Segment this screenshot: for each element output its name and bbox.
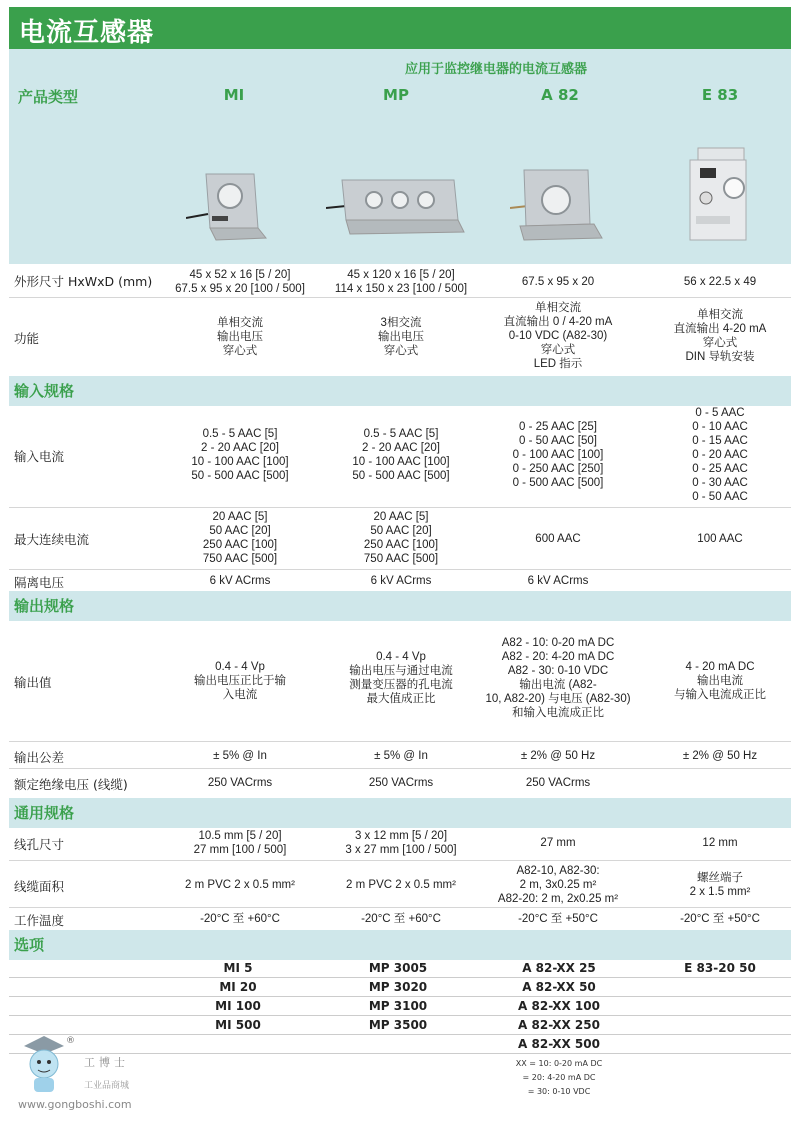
a82-product-image [510,168,606,246]
page-title: 电流互感器 [19,18,155,48]
watermark-url: www.gongboshi.com [18,1098,132,1111]
value-cable-e83: 螺丝端子 2 x 1.5 mm² [689,872,751,898]
mascot-icon [14,1032,74,1096]
value-dimensions-mi: 45 x 52 x 16 [5 / 20] 67.5 x 95 x 20 [100 / 500] [175,269,305,295]
divider [9,741,791,742]
value-input-current-e83: 0 - 5 AAC 0 - 10 AAC 0 - 15 AAC 0 - 20 AAC 0 - 25 AAC 0 - 30 AAC 0 - 50 AAC [692,407,748,503]
option-a82: A 82-XX 500 [518,1037,600,1051]
value-function-mp: 3相交流 输出电压 穿心式 [378,317,424,357]
value-isolation-a82: 6 kV ACrms [527,575,589,587]
product-name-mp: MP [383,86,409,104]
value-max-current-mi: 20 AAC [5] 50 AAC [20] 250 AAC [100] 750 AAC [500] [202,511,278,565]
value-hole-mp: 3 x 12 mm [5 / 20] 3 x 27 mm [100 / 500] [345,830,457,856]
product-name-mi: MI [223,86,245,104]
label-input-current: 输入电流 [14,449,65,464]
value-tolerance-a82: ± 2% @ 50 Hz [520,750,596,762]
value-dimensions-e83: 56 x 22.5 x 49 [683,276,757,288]
value-input-current-mi: 0.5 - 5 AAC [5] 2 - 20 AAC [20] 10 - 100 AAC [100] 50 - 500 AAC [500] [191,428,289,482]
value-insulation-mp: 250 VACrms [368,777,434,789]
label-isolation-voltage: 隔离电压 [14,575,65,590]
divider [9,297,791,298]
value-insulation-mi: 250 VACrms [207,777,273,789]
watermark-name: 工博士 [84,1056,129,1069]
value-cable-mi: 2 m PVC 2 x 0.5 mm² [185,879,295,891]
option-a82: A 82-XX 100 [518,999,600,1013]
value-input-current-a82: 0 - 25 AAC [25] 0 - 50 AAC [50] 0 - 100 AAC [100] 0 - 250 AAC [250] 0 - 500 AAC [500] [512,421,604,489]
value-hole-a82: 27 mm [540,837,576,849]
option-e83: E 83-20 50 [684,961,756,975]
option-a82: A 82-XX 50 [522,980,596,994]
value-input-current-mp: 0.5 - 5 AAC [5] 2 - 20 AAC [20] 10 - 100 AAC [100] 50 - 500 AAC [500] [352,428,450,482]
product-name-e83: E 83 [701,86,739,104]
value-max-current-a82: 600 AAC [535,533,581,545]
value-dimensions-mp: 45 x 120 x 16 [5 / 20] 114 x 150 x 23 [100 / 500] [334,269,468,295]
section-common-header [9,798,791,828]
value-temp-mp: -20°C 至 +60°C [361,913,441,925]
value-tolerance-mp: ± 5% @ In [374,750,428,762]
option-a82: A 82-XX 25 [522,961,596,975]
label-insulation-voltage: 额定绝缘电压 (线缆) [14,777,128,792]
value-hole-mi: 10.5 mm [5 / 20] 27 mm [100 / 500] [193,830,287,856]
watermark-tagline: 工业品商城 [84,1081,130,1091]
column-header: 产品类型 [18,88,79,106]
value-max-current-e83: 100 AAC [697,533,743,545]
divider [9,996,791,997]
option-mi: MI 20 [219,980,257,994]
value-output-a82: A82 - 10: 0-20 mA DC A82 - 20: 4-20 mA DC A82 - 30: 0-10 VDC 输出电流 (A82- 10, A82-20) 与电压 (A82-30) 和输入电流成正比 [485,637,631,719]
value-isolation-mi: 6 kV ACrms [209,575,271,587]
option-note: = 30: 0-10 VDC [527,1087,591,1096]
value-hole-e83: 12 mm [702,837,738,849]
subtitle: 应用于监控继电器的电流互感器 [404,62,587,77]
option-a82: A 82-XX 250 [518,1018,600,1032]
value-temp-a82: -20°C 至 +50°C [518,913,598,925]
label-function: 功能 [14,331,40,346]
value-function-mi: 单相交流 输出电压 穿心式 [217,317,263,357]
option-mp: MP 3100 [368,999,428,1013]
value-max-current-mp: 20 AAC [5] 50 AAC [20] 250 AAC [100] 750 AAC [500] [363,511,439,565]
mi-product-image [186,170,270,246]
title-bar [9,7,791,49]
divider [9,768,791,769]
divider [9,569,791,570]
label-hole-size: 线孔尺寸 [14,837,65,852]
section-output-header [9,591,791,621]
section-input-title: 输入规格 [14,382,75,400]
option-mp: MP 3500 [368,1018,428,1032]
label-output-value: 输出值 [14,675,52,690]
value-tolerance-mi: ± 5% @ In [213,750,267,762]
section-input-header [9,376,791,406]
option-mi: MI 100 [215,999,261,1013]
value-temp-e83: -20°C 至 +50°C [680,913,760,925]
label-operating-temp: 工作温度 [14,913,65,928]
option-mi: MI 5 [223,961,253,975]
value-insulation-a82: 250 VACrms [525,777,591,789]
section-options-title: 选项 [14,936,45,954]
divider [9,907,791,908]
label-output-tolerance: 输出公差 [14,750,65,765]
option-mi: MI 500 [215,1018,261,1032]
value-tolerance-e83: ± 2% @ 50 Hz [682,750,758,762]
section-common-title: 通用规格 [14,804,75,822]
section-output-title: 输出规格 [14,597,75,615]
label-cable-area: 线缆面积 [14,879,65,894]
section-options-header [9,930,791,960]
value-cable-mp: 2 m PVC 2 x 0.5 mm² [346,879,456,891]
divider [9,860,791,861]
divider [9,977,791,978]
divider [9,507,791,508]
value-isolation-mp: 6 kV ACrms [370,575,432,587]
option-note: = 20: 4-20 mA DC [522,1073,596,1082]
option-mp: MP 3005 [368,961,428,975]
value-temp-mi: -20°C 至 +60°C [200,913,280,925]
product-name-a82: A 82 [541,86,579,104]
value-output-e83: 4 - 20 mA DC 输出电流 与输入电流成正比 [674,661,766,701]
option-note: XX = 10: 0-20 mA DC [515,1059,603,1068]
label-dimensions: 外形尺寸 HxWxD (mm) [14,274,153,289]
mp-product-image [326,170,466,246]
value-function-a82: 单相交流 直流输出 0 / 4-20 mA 0-10 VDC (A82-30) 穿心式 LED 指示 [503,302,613,370]
value-output-mp: 0.4 - 4 Vp 输出电压与通过电流 测量变压器的孔电流 最大值成正比 [349,651,453,705]
option-mp: MP 3020 [368,980,428,994]
value-output-mi: 0.4 - 4 Vp 输出电压正比于输 入电流 [194,661,286,701]
registered-mark: ® [66,1036,75,1046]
divider [9,1034,791,1035]
divider [9,1015,791,1016]
value-function-e83: 单相交流 直流输出 4-20 mA 穿心式 DIN 导轨安装 [673,309,767,363]
e83-product-image [686,146,752,246]
value-cable-a82: A82-10, A82-30: 2 m, 3x0.25 m² A82-20: 2 m, 2x0.25 m² [497,865,619,905]
value-dimensions-a82: 67.5 x 95 x 20 [521,276,595,288]
label-max-current: 最大连续电流 [14,532,90,547]
